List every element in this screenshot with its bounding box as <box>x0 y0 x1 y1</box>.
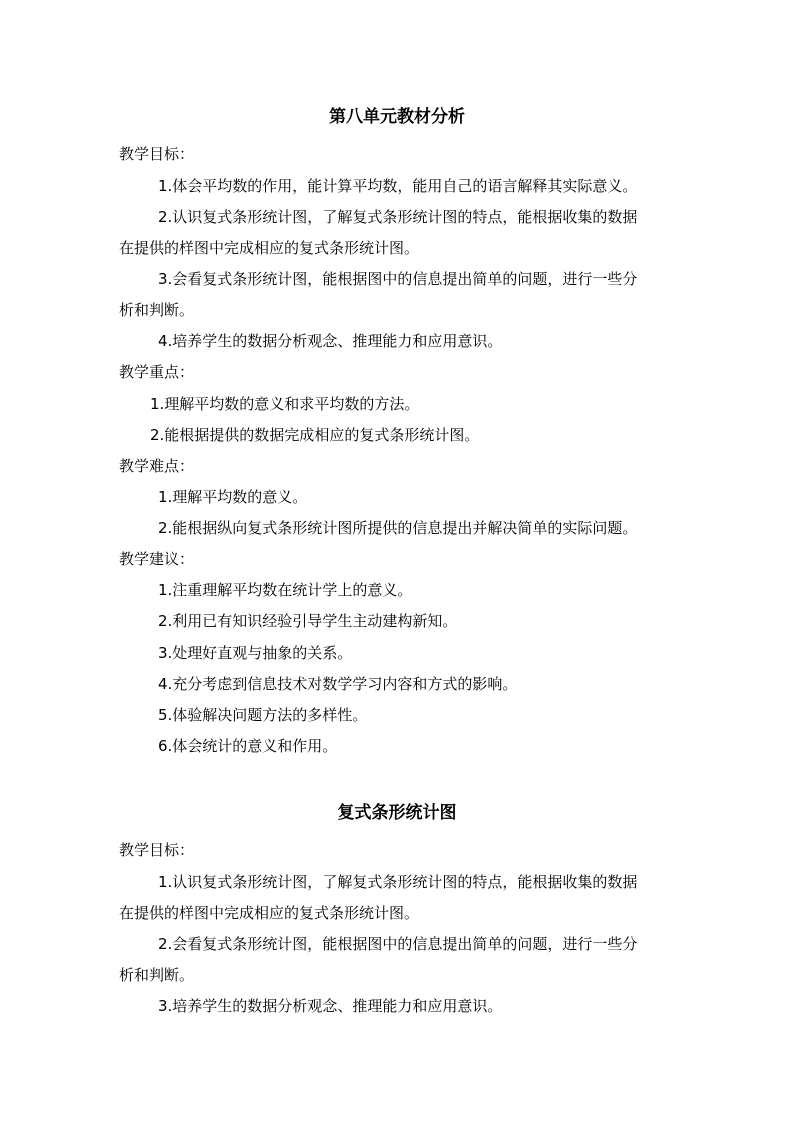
goal-item: 4.培养学生的数据分析观念、推理能力和应用意识。 <box>158 332 503 350</box>
goal-item: 2.认识复式条形统计图，了解复式条形统计图的特点，能根据收集的数据 <box>158 208 638 226</box>
key-points-heading: 教学重点： <box>119 363 195 381</box>
suggestion-item: 2.利用已有知识经验引导学生主动建构新知。 <box>158 612 458 630</box>
difficulties-heading: 教学难点： <box>119 457 195 475</box>
suggestion-item: 4.充分考虑到信息技术对数学学习内容和方式的影响。 <box>158 675 518 693</box>
suggestion-item: 6.体会统计的意义和作用。 <box>158 737 338 755</box>
section2-goal-item: 1.认识复式条形统计图，了解复式条形统计图的特点，能根据收集的数据 <box>158 873 638 891</box>
suggestions-heading: 教学建议： <box>119 550 195 568</box>
goal-item: 3.会看复式条形统计图，能根据图中的信息提出简单的问题，进行一些分 <box>158 270 638 288</box>
key-point-item: 1.理解平均数的意义和求平均数的方法。 <box>150 395 420 413</box>
section2-goal-item: 3.培养学生的数据分析观念、推理能力和应用意识。 <box>158 997 503 1015</box>
difficulty-item: 2.能根据纵向复式条形统计图所提供的信息提出并解决简单的实际问题。 <box>158 519 638 537</box>
section2-goals-heading: 教学目标： <box>119 841 195 859</box>
section2-goal-item: 2.会看复式条形统计图，能根据图中的信息提出简单的问题，进行一些分 <box>158 935 638 953</box>
goals-heading: 教学目标： <box>119 145 195 163</box>
section2-title: 复式条形统计图 <box>337 803 457 823</box>
section2-goal-item-continuation: 析和判断。 <box>119 966 195 984</box>
goal-item-continuation: 在提供的样图中完成相应的复式条形统计图。 <box>119 239 420 257</box>
suggestion-item: 1.注重理解平均数在统计学上的意义。 <box>158 581 413 599</box>
suggestion-item: 3.处理好直观与抽象的关系。 <box>158 644 353 662</box>
goal-item-continuation: 析和判断。 <box>119 301 195 319</box>
difficulty-item: 1.理解平均数的意义。 <box>158 488 308 506</box>
goal-item: 1.体会平均数的作用，能计算平均数，能用自己的语言解释其实际意义。 <box>158 177 638 195</box>
section2-goal-item-continuation: 在提供的样图中完成相应的复式条形统计图。 <box>119 904 420 922</box>
suggestion-item: 5.体验解决问题方法的多样性。 <box>158 706 368 724</box>
section1-title: 第八单元教材分析 <box>329 107 465 127</box>
key-point-item: 2.能根据提供的数据完成相应的复式条形统计图。 <box>150 426 480 444</box>
